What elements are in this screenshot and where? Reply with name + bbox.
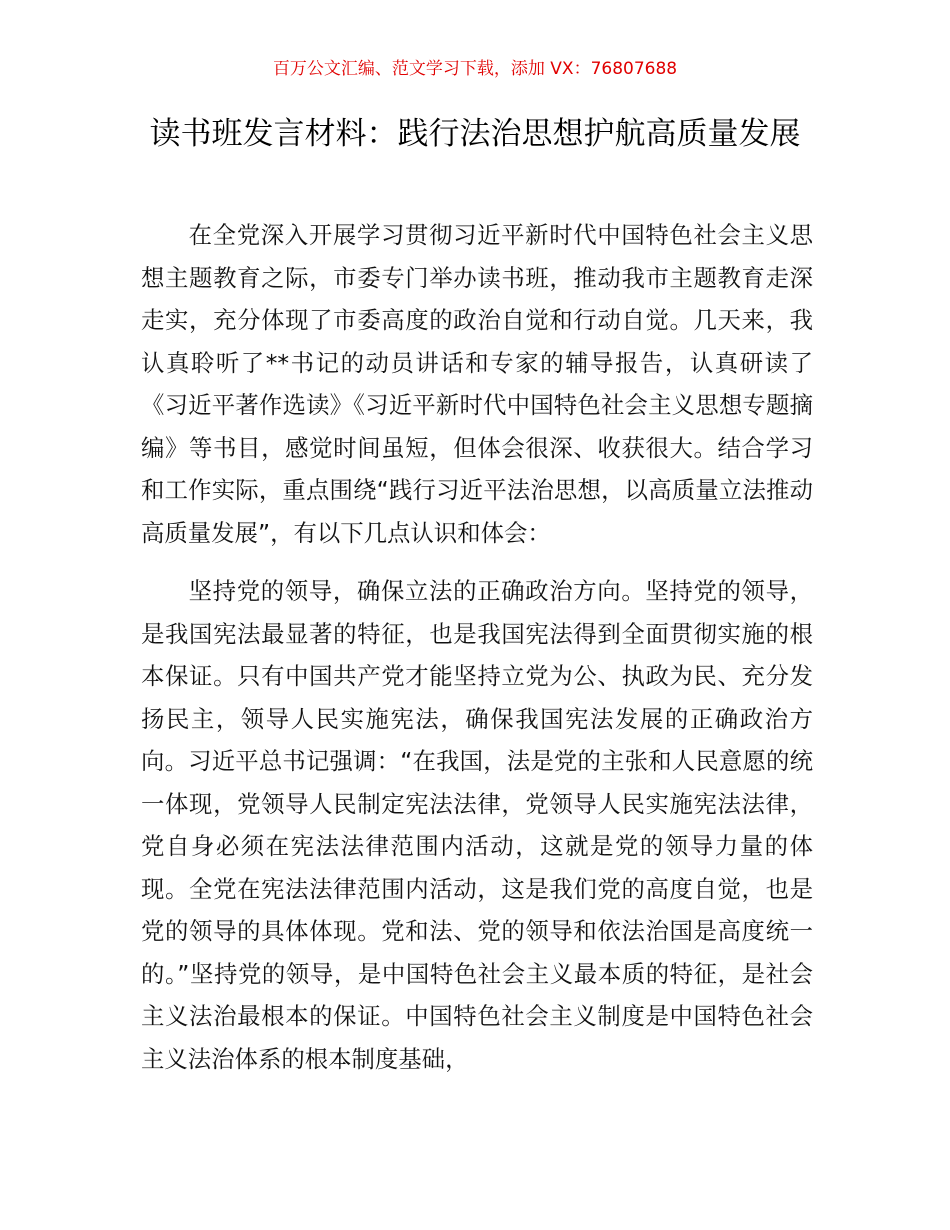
- paragraph-party-leadership: [141, 570, 813, 1080]
- document-title: 读书班发言材料：践行法治思想护航高质量发展: [149, 116, 801, 152]
- paragraph-intro: [141, 214, 813, 554]
- paragraph-text: 坚持党的领导，确保立法的正确政治方向。坚持党的领导，是我国宪法最显著的特征，也是我国宪法得到全面贯彻实施的根本保证。只有中国共产党才能坚持立党为公、执政为民、充分发扬民主，领导人民实施宪法，确保我国宪法发展的正确政治方向。习近平总书记强调：“在我国，法是党的主张和人民意愿的统一体现，党领导人民制定宪法法律，党领导人民实施宪法法律，党自身必须在宪法法律范围内活动，这就是党的领导力量的体现。全党在宪法法律范围内活动，这是我们党的高度自觉，也是党的领导的具体体现。党和法、党的领导和依法治国是高度统一的。”坚持党的领导，是中国特色社会主义最本质的特征，是社会主义法治最根本的保证。中国特色社会主义制度是中国特色社会主义法治体系的根本制度基础，: [141, 577, 813, 1073]
- watermark-banner: 百万公文汇编、范文学习下载，添加 VX：76807688: [272, 59, 678, 79]
- paragraph-text: 在全党深入开展学习贯彻习近平新时代中国特色社会主义思想主题教育之际，市委专门举办读书班，推动我市主题教育走深走实，充分体现了市委高度的政治自觉和行动自觉。几天来，我认真聆听了**书记的动员讲话和专家的辅导报告，认真研读了《习近平著作选读》《习近平新时代中国特色社会主义思想专题摘编》等书目，感觉时间虽短，但体会很深、收获很大。结合学习和工作实际，重点围绕“践行习近平法治思想，以高质量立法推动高质量发展”，有以下几点认识和体会：: [141, 221, 813, 547]
